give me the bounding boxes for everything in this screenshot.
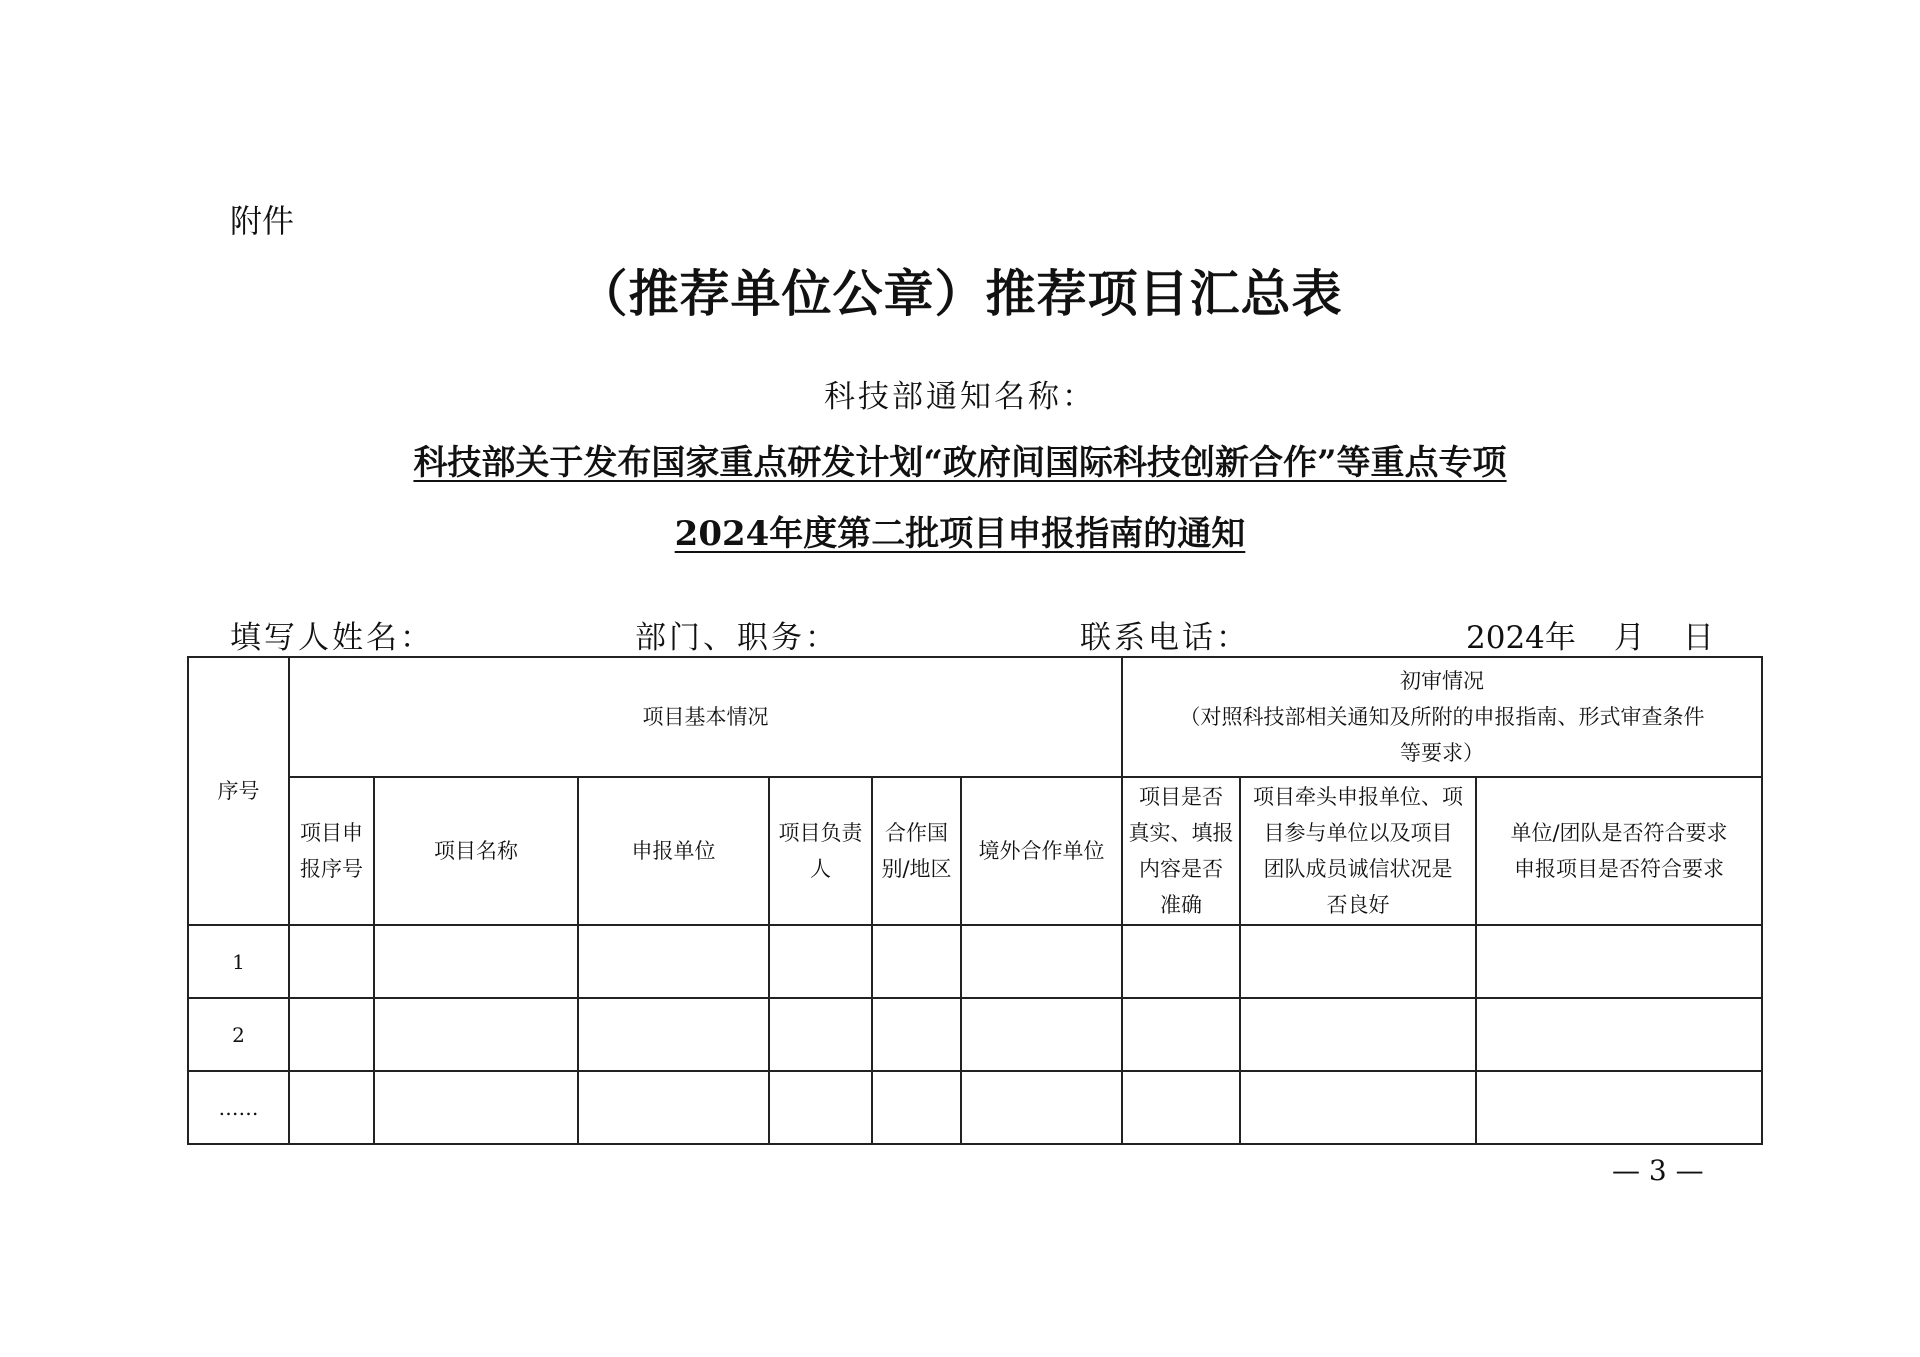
table-cell <box>769 925 872 998</box>
table-cell <box>289 998 374 1071</box>
table-cell <box>961 925 1122 998</box>
table-cell <box>769 998 872 1071</box>
contact-phone-label: 联系电话： <box>1080 620 1250 656</box>
table-cell <box>289 925 374 998</box>
table-cell <box>1476 1071 1762 1144</box>
row-serial-number: 2 <box>188 998 289 1071</box>
header-serial-number: 序号 <box>188 657 289 925</box>
subheader-row <box>188 777 1762 925</box>
table-cell <box>1476 998 1762 1071</box>
table-cell <box>872 1071 961 1144</box>
notice-name-label: 科技部通知名称： <box>824 379 1096 415</box>
table-cell <box>374 1071 578 1144</box>
header-project-name: 项目名称 <box>374 777 578 925</box>
header-applying-unit: 申报单位 <box>578 777 769 925</box>
table-cell <box>578 998 769 1071</box>
table-cell <box>1240 1071 1476 1144</box>
date-year: 2024年 <box>1466 620 1576 656</box>
date-line <box>1466 612 1714 657</box>
table-cell <box>961 1071 1122 1144</box>
table-cell <box>1122 925 1240 998</box>
header-project-leader: 项目负责 人 <box>769 777 872 925</box>
filler-name-label: 填写人姓名： <box>230 620 434 656</box>
recommended-projects-table <box>187 656 1763 1145</box>
header-integrity-status: 项目牵头申报单位、项 目参与单位以及项目 团队成员诚信状况是 否良好 <box>1240 777 1476 925</box>
table-cell <box>1240 925 1476 998</box>
table-cell <box>374 998 578 1071</box>
date-month: 月 <box>1613 620 1645 656</box>
table-cell <box>872 925 961 998</box>
table-cell <box>578 925 769 998</box>
header-foreign-partner: 境外合作单位 <box>961 777 1122 925</box>
table-row <box>188 1071 1762 1144</box>
header-application-serial: 项目申 报序号 <box>289 777 374 925</box>
page-number: — 3 — <box>1612 1154 1704 1187</box>
table-cell <box>872 998 961 1071</box>
date-day: 日 <box>1682 620 1714 656</box>
header-info-accuracy: 项目是否 真实、填报 内容是否 准确 <box>1122 777 1240 925</box>
row-serial-number: …… <box>188 1071 289 1144</box>
department-position-label: 部门、职务： <box>635 620 839 656</box>
table-row <box>188 925 1762 998</box>
table-cell <box>374 925 578 998</box>
table-cell <box>1240 998 1476 1071</box>
table-cell <box>578 1071 769 1144</box>
table-cell <box>769 1071 872 1144</box>
table-cell <box>961 998 1122 1071</box>
header-initial-review: 初审情况 （对照科技部相关通知及所附的申报指南、形式审查条件 等要求） <box>1122 657 1762 777</box>
table-cell <box>289 1071 374 1144</box>
table-cell <box>1122 1071 1240 1144</box>
notice-title-line-2: 2024年度第二批项目申报指南的通知 <box>674 514 1246 554</box>
table-row <box>188 998 1762 1071</box>
row-serial-number: 1 <box>188 925 289 998</box>
header-eligibility: 单位/团队是否符合要求 申报项目是否符合要求 <box>1476 777 1762 925</box>
page-title: （推荐单位公章）推荐项目汇总表 <box>577 264 1343 323</box>
table-cell <box>1476 925 1762 998</box>
header-partner-country: 合作国 别/地区 <box>872 777 961 925</box>
attachment-label: 附件 <box>230 202 295 240</box>
notice-title-line-1: 科技部关于发布国家重点研发计划“政府间国际科技创新合作”等重点专项 <box>413 443 1507 483</box>
table-cell <box>1122 998 1240 1071</box>
header-project-basic-info: 项目基本情况 <box>289 657 1122 777</box>
